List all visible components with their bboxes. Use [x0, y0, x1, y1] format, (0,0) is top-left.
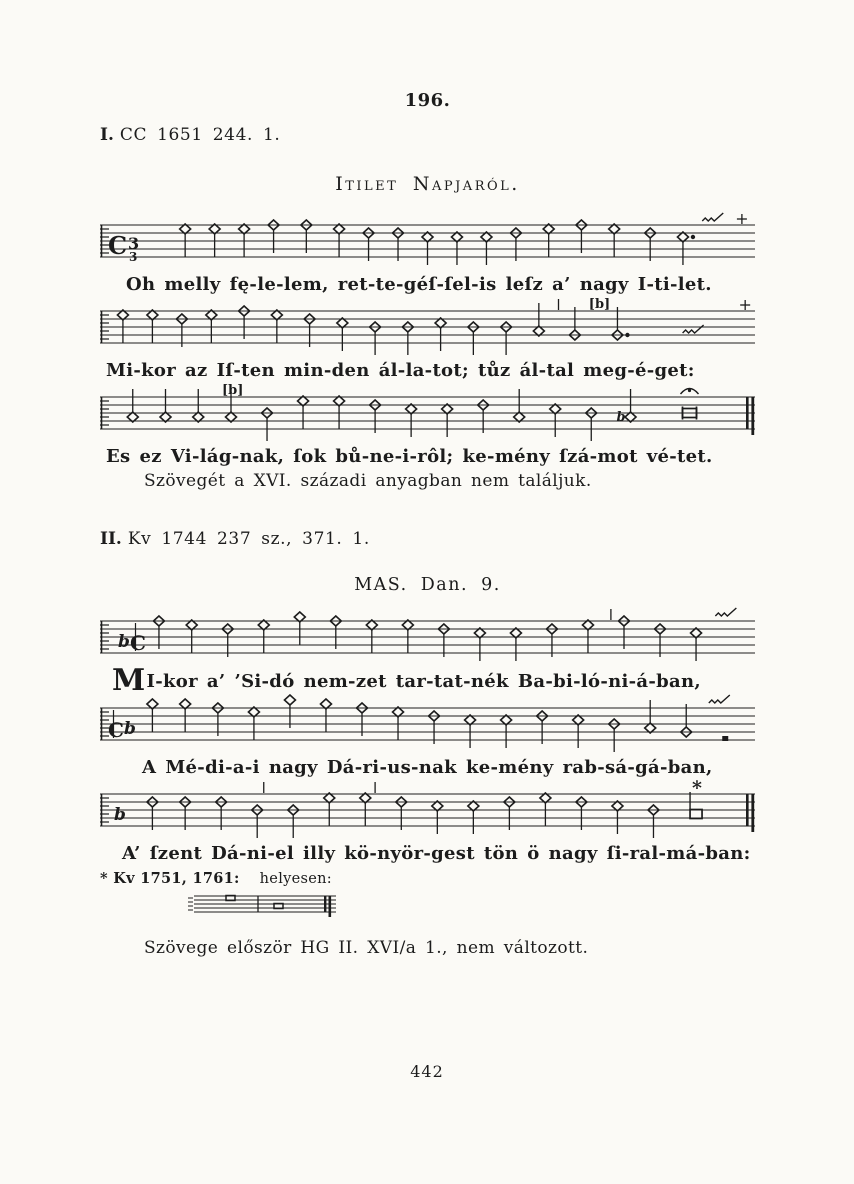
footnote-word: helyesen: — [259, 871, 332, 887]
svg-text:3: 3 — [129, 250, 138, 264]
music-staff-6 — [100, 780, 755, 842]
svg-text:b: b — [118, 632, 130, 652]
page-number-top: 196. — [404, 90, 451, 111]
staff-system-3 — [100, 383, 755, 469]
footnote-reference — [100, 870, 755, 887]
svg-text:*: * — [692, 780, 702, 799]
svg-text:C: C — [130, 631, 146, 655]
source-line-1 — [100, 125, 755, 145]
source-line-2 — [100, 529, 755, 549]
lyric-line-4 — [100, 663, 755, 698]
staff-system-1 — [100, 211, 755, 297]
music-staff-1 — [100, 211, 755, 273]
music-staff-4 — [100, 607, 755, 669]
source-reference: Kv 1744 237 sz., 371. 1. — [127, 529, 370, 549]
svg-text:[b]: [b] — [222, 383, 244, 398]
footnote-ref-text: * Kv 1751, 1761: — [100, 870, 240, 887]
lyric-line-1: Oh melly fę-le-lem, ret-te-géſ-ſel-is leſz a’ nagy I-ti-let. — [126, 274, 712, 295]
lyric-line-6: A’ ſzent Dá-ni-el illy kö-nyör-gest tön ö nagy ſi-ral-má-ban: — [122, 843, 751, 864]
music-staff-3 — [100, 383, 755, 445]
section-numeral: II. — [100, 529, 122, 549]
music-staff-5 — [100, 694, 755, 756]
song-title-2: MAS. Dan. 9. — [354, 575, 501, 595]
svg-text:C: C — [108, 231, 128, 260]
lyric-text: I-kor a’ ’Si-dó nem-zet tar-tat-nék Ba-bi-ló-ni-á-ban, — [146, 671, 701, 692]
staff-system-4 — [100, 607, 755, 698]
svg-text:C: C — [108, 718, 124, 742]
staff-system-6 — [100, 780, 755, 866]
music-snippet — [186, 890, 336, 920]
commentary-1: Szövegét a XVI. századi anyagban nem találjuk. — [144, 471, 592, 491]
staff-system-5 — [100, 694, 755, 780]
staff-system-2 — [100, 297, 755, 383]
svg-text:3: 3 — [128, 234, 140, 253]
svg-text:b: b — [616, 410, 626, 425]
commentary-2: Szövege először HG II. XVI/a 1., nem változott. — [144, 938, 589, 958]
footnote-music-example — [186, 890, 755, 924]
svg-text:[b]: [b] — [588, 297, 611, 312]
lyric-line-2: Mi-kor az Iſ-ten min-den ál-la-tot; tůz ál-tal meg-é-get: — [106, 360, 695, 381]
page-number-bottom: 442 — [410, 1062, 444, 1081]
lyric-dropcap: M — [112, 663, 146, 698]
music-staff-2 — [100, 297, 755, 359]
lyric-line-3: Es ez Vi-lág-nak, ſok bů-ne-i-rôl; ke-mény ſzá-mot vé-tet. — [106, 446, 713, 467]
source-reference: CC 1651 244. 1. — [119, 125, 281, 145]
page-content — [100, 90, 755, 958]
lyric-line-5: A Mé-di-a-i nagy Dá-ri-us-nak ke-mény rab-sá-gá-ban, — [142, 757, 713, 778]
section-numeral: I. — [100, 125, 114, 145]
svg-text:b: b — [124, 719, 136, 739]
svg-text:b: b — [114, 805, 126, 825]
song-title-1: Itilet Napjaról. — [335, 173, 520, 195]
